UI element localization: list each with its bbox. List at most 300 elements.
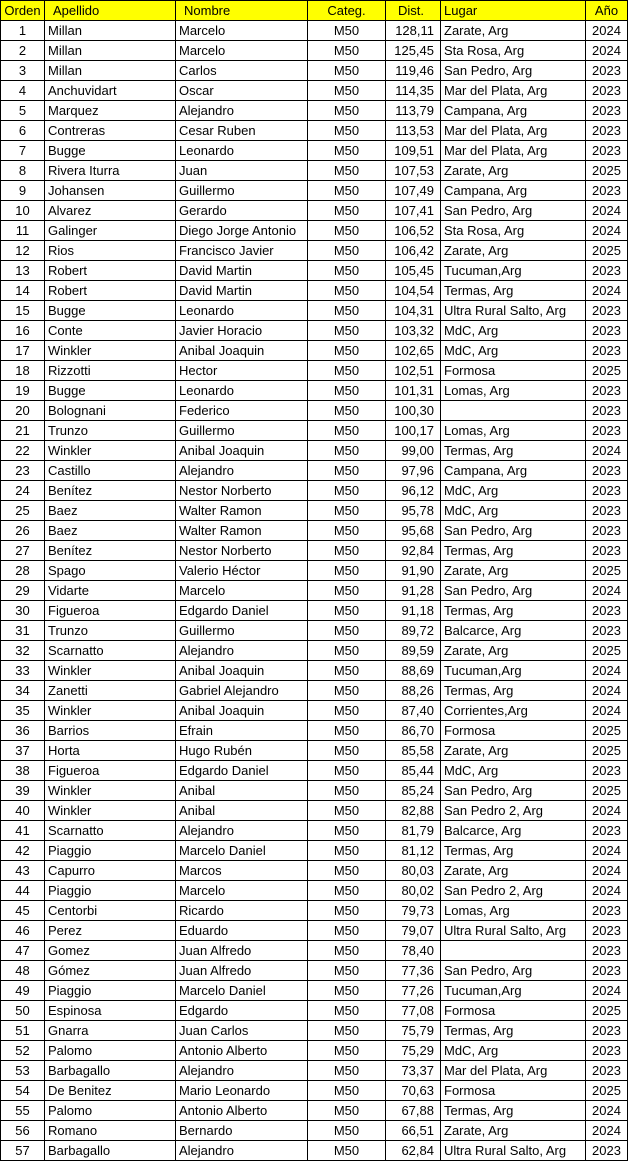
cell-categ: M50 bbox=[308, 681, 386, 701]
table-row bbox=[1, 661, 628, 681]
cell-apellido: Baez bbox=[45, 501, 176, 521]
cell-lugar: Zarate, Arg bbox=[441, 21, 586, 41]
cell-orden: 26 bbox=[1, 521, 45, 541]
cell-orden: 10 bbox=[1, 201, 45, 221]
cell-anio: 2023 bbox=[586, 101, 628, 121]
table-body bbox=[1, 21, 628, 1161]
header-lugar: Lugar bbox=[441, 1, 586, 21]
cell-orden: 5 bbox=[1, 101, 45, 121]
cell-anio: 2023 bbox=[586, 141, 628, 161]
cell-orden: 39 bbox=[1, 781, 45, 801]
cell-orden: 37 bbox=[1, 741, 45, 761]
cell-apellido: Spago bbox=[45, 561, 176, 581]
cell-apellido: Bugge bbox=[45, 141, 176, 161]
cell-categ: M50 bbox=[308, 1061, 386, 1081]
cell-orden: 49 bbox=[1, 981, 45, 1001]
cell-orden: 35 bbox=[1, 701, 45, 721]
cell-nombre: Alejandro bbox=[176, 641, 308, 661]
cell-dist: 67,88 bbox=[386, 1101, 441, 1121]
cell-orden: 28 bbox=[1, 561, 45, 581]
table-row bbox=[1, 101, 628, 121]
table-row bbox=[1, 141, 628, 161]
cell-apellido: Trunzo bbox=[45, 421, 176, 441]
cell-apellido: Piaggio bbox=[45, 981, 176, 1001]
cell-dist: 85,58 bbox=[386, 741, 441, 761]
cell-nombre: Marcelo bbox=[176, 41, 308, 61]
cell-lugar: Ultra Rural Salto, Arg bbox=[441, 921, 586, 941]
cell-dist: 92,84 bbox=[386, 541, 441, 561]
cell-lugar: Termas, Arg bbox=[441, 681, 586, 701]
cell-categ: M50 bbox=[308, 421, 386, 441]
cell-apellido: Figueroa bbox=[45, 601, 176, 621]
cell-orden: 45 bbox=[1, 901, 45, 921]
cell-nombre: Alejandro bbox=[176, 1061, 308, 1081]
cell-lugar: Termas, Arg bbox=[441, 1021, 586, 1041]
cell-nombre: Eduardo bbox=[176, 921, 308, 941]
cell-orden: 16 bbox=[1, 321, 45, 341]
cell-categ: M50 bbox=[308, 241, 386, 261]
table-row bbox=[1, 1121, 628, 1141]
cell-categ: M50 bbox=[308, 521, 386, 541]
cell-dist: 88,69 bbox=[386, 661, 441, 681]
cell-categ: M50 bbox=[308, 881, 386, 901]
cell-categ: M50 bbox=[308, 941, 386, 961]
table-row bbox=[1, 341, 628, 361]
cell-apellido: Millan bbox=[45, 21, 176, 41]
cell-apellido: Alvarez bbox=[45, 201, 176, 221]
table-row bbox=[1, 321, 628, 341]
cell-nombre: Nestor Norberto bbox=[176, 481, 308, 501]
cell-lugar bbox=[441, 941, 586, 961]
cell-nombre: Marcelo Daniel bbox=[176, 981, 308, 1001]
cell-dist: 80,03 bbox=[386, 861, 441, 881]
cell-categ: M50 bbox=[308, 981, 386, 1001]
cell-anio: 2023 bbox=[586, 301, 628, 321]
cell-orden: 27 bbox=[1, 541, 45, 561]
table-row bbox=[1, 121, 628, 141]
cell-apellido: Winkler bbox=[45, 801, 176, 821]
table-row bbox=[1, 1001, 628, 1021]
cell-anio: 2023 bbox=[586, 421, 628, 441]
table-row bbox=[1, 1061, 628, 1081]
cell-apellido: Bugge bbox=[45, 381, 176, 401]
cell-nombre: Walter Ramon bbox=[176, 521, 308, 541]
cell-categ: M50 bbox=[308, 321, 386, 341]
table-header bbox=[1, 1, 628, 21]
cell-anio: 2024 bbox=[586, 441, 628, 461]
cell-orden: 34 bbox=[1, 681, 45, 701]
cell-lugar: Termas, Arg bbox=[441, 1101, 586, 1121]
cell-dist: 79,07 bbox=[386, 921, 441, 941]
cell-nombre: Gabriel Alejandro bbox=[176, 681, 308, 701]
table-row bbox=[1, 501, 628, 521]
cell-orden: 13 bbox=[1, 261, 45, 281]
cell-apellido: Rivera Iturra bbox=[45, 161, 176, 181]
cell-anio: 2023 bbox=[586, 501, 628, 521]
cell-categ: M50 bbox=[308, 181, 386, 201]
cell-apellido: Zanetti bbox=[45, 681, 176, 701]
cell-categ: M50 bbox=[308, 841, 386, 861]
cell-apellido: Winkler bbox=[45, 441, 176, 461]
cell-lugar: San Pedro, Arg bbox=[441, 61, 586, 81]
cell-categ: M50 bbox=[308, 161, 386, 181]
cell-dist: 75,29 bbox=[386, 1041, 441, 1061]
header-categ: Categ. bbox=[308, 1, 386, 21]
cell-anio: 2025 bbox=[586, 361, 628, 381]
cell-nombre: Guillermo bbox=[176, 621, 308, 641]
cell-nombre: Nestor Norberto bbox=[176, 541, 308, 561]
cell-apellido: Rizzotti bbox=[45, 361, 176, 381]
cell-dist: 85,24 bbox=[386, 781, 441, 801]
table-row bbox=[1, 601, 628, 621]
cell-nombre: Bernardo bbox=[176, 1121, 308, 1141]
cell-orden: 14 bbox=[1, 281, 45, 301]
cell-lugar: Zarate, Arg bbox=[441, 241, 586, 261]
cell-dist: 96,12 bbox=[386, 481, 441, 501]
cell-categ: M50 bbox=[308, 581, 386, 601]
header-anio: Año bbox=[586, 1, 628, 21]
cell-dist: 85,44 bbox=[386, 761, 441, 781]
cell-anio: 2024 bbox=[586, 201, 628, 221]
table-row bbox=[1, 421, 628, 441]
table-row bbox=[1, 1081, 628, 1101]
cell-lugar: San Pedro, Arg bbox=[441, 201, 586, 221]
cell-orden: 21 bbox=[1, 421, 45, 441]
cell-orden: 4 bbox=[1, 81, 45, 101]
cell-orden: 57 bbox=[1, 1141, 45, 1161]
cell-anio: 2025 bbox=[586, 721, 628, 741]
cell-orden: 31 bbox=[1, 621, 45, 641]
cell-anio: 2023 bbox=[586, 821, 628, 841]
cell-anio: 2025 bbox=[586, 741, 628, 761]
cell-nombre: Ricardo bbox=[176, 901, 308, 921]
cell-dist: 100,17 bbox=[386, 421, 441, 441]
cell-anio: 2023 bbox=[586, 181, 628, 201]
cell-anio: 2023 bbox=[586, 461, 628, 481]
cell-apellido: Palomo bbox=[45, 1041, 176, 1061]
cell-nombre: Mario Leonardo bbox=[176, 1081, 308, 1101]
cell-nombre: Alejandro bbox=[176, 1141, 308, 1161]
cell-dist: 80,02 bbox=[386, 881, 441, 901]
table-row bbox=[1, 261, 628, 281]
cell-lugar: Termas, Arg bbox=[441, 601, 586, 621]
table-row bbox=[1, 481, 628, 501]
cell-anio: 2024 bbox=[586, 881, 628, 901]
table-row bbox=[1, 541, 628, 561]
cell-lugar: San Pedro, Arg bbox=[441, 781, 586, 801]
cell-anio: 2023 bbox=[586, 481, 628, 501]
cell-nombre: Juan Alfredo bbox=[176, 941, 308, 961]
cell-orden: 55 bbox=[1, 1101, 45, 1121]
table-row bbox=[1, 581, 628, 601]
table-row bbox=[1, 901, 628, 921]
cell-orden: 56 bbox=[1, 1121, 45, 1141]
cell-apellido: Espinosa bbox=[45, 1001, 176, 1021]
cell-dist: 101,31 bbox=[386, 381, 441, 401]
cell-orden: 6 bbox=[1, 121, 45, 141]
table-row bbox=[1, 281, 628, 301]
cell-nombre: Cesar Ruben bbox=[176, 121, 308, 141]
cell-nombre: Juan Carlos bbox=[176, 1021, 308, 1041]
cell-categ: M50 bbox=[308, 621, 386, 641]
table-row bbox=[1, 401, 628, 421]
cell-anio: 2025 bbox=[586, 561, 628, 581]
cell-orden: 50 bbox=[1, 1001, 45, 1021]
cell-apellido: Contreras bbox=[45, 121, 176, 141]
cell-dist: 107,41 bbox=[386, 201, 441, 221]
cell-apellido: Figueroa bbox=[45, 761, 176, 781]
cell-apellido: Trunzo bbox=[45, 621, 176, 641]
table-row bbox=[1, 761, 628, 781]
cell-categ: M50 bbox=[308, 1001, 386, 1021]
cell-orden: 1 bbox=[1, 21, 45, 41]
cell-anio: 2024 bbox=[586, 701, 628, 721]
cell-anio: 2023 bbox=[586, 401, 628, 421]
cell-anio: 2023 bbox=[586, 341, 628, 361]
cell-apellido: Barrios bbox=[45, 721, 176, 741]
cell-categ: M50 bbox=[308, 541, 386, 561]
table-row bbox=[1, 1041, 628, 1061]
header-dist: Dist. bbox=[386, 1, 441, 21]
cell-dist: 73,37 bbox=[386, 1061, 441, 1081]
cell-apellido: Bugge bbox=[45, 301, 176, 321]
cell-nombre: Hector bbox=[176, 361, 308, 381]
cell-apellido: Centorbi bbox=[45, 901, 176, 921]
cell-apellido: Millan bbox=[45, 61, 176, 81]
cell-anio: 2023 bbox=[586, 621, 628, 641]
cell-orden: 8 bbox=[1, 161, 45, 181]
cell-nombre: Alejandro bbox=[176, 461, 308, 481]
table-row bbox=[1, 921, 628, 941]
cell-apellido: Romano bbox=[45, 1121, 176, 1141]
cell-lugar: Sta Rosa, Arg bbox=[441, 221, 586, 241]
cell-lugar: MdC, Arg bbox=[441, 341, 586, 361]
table-row bbox=[1, 1101, 628, 1121]
cell-dist: 106,52 bbox=[386, 221, 441, 241]
table-row bbox=[1, 801, 628, 821]
cell-lugar: Formosa bbox=[441, 1001, 586, 1021]
cell-apellido: Perez bbox=[45, 921, 176, 941]
cell-anio: 2023 bbox=[586, 1041, 628, 1061]
cell-categ: M50 bbox=[308, 961, 386, 981]
cell-lugar: San Pedro, Arg bbox=[441, 521, 586, 541]
cell-anio: 2024 bbox=[586, 281, 628, 301]
header-row bbox=[1, 1, 628, 21]
cell-dist: 89,59 bbox=[386, 641, 441, 661]
cell-categ: M50 bbox=[308, 1081, 386, 1101]
cell-categ: M50 bbox=[308, 801, 386, 821]
header-orden: Orden bbox=[1, 1, 45, 21]
cell-dist: 89,72 bbox=[386, 621, 441, 641]
cell-dist: 100,30 bbox=[386, 401, 441, 421]
cell-lugar: MdC, Arg bbox=[441, 1041, 586, 1061]
cell-apellido: Winkler bbox=[45, 701, 176, 721]
cell-dist: 79,73 bbox=[386, 901, 441, 921]
cell-nombre: Alejandro bbox=[176, 821, 308, 841]
cell-categ: M50 bbox=[308, 441, 386, 461]
cell-categ: M50 bbox=[308, 61, 386, 81]
table-row bbox=[1, 721, 628, 741]
cell-lugar: MdC, Arg bbox=[441, 501, 586, 521]
cell-categ: M50 bbox=[308, 381, 386, 401]
cell-orden: 9 bbox=[1, 181, 45, 201]
cell-lugar: Termas, Arg bbox=[441, 541, 586, 561]
cell-lugar: Tucuman,Arg bbox=[441, 661, 586, 681]
cell-apellido: Scarnatto bbox=[45, 641, 176, 661]
cell-apellido: Barbagallo bbox=[45, 1061, 176, 1081]
cell-lugar: Zarate, Arg bbox=[441, 1121, 586, 1141]
cell-nombre: Marcelo bbox=[176, 881, 308, 901]
cell-lugar: Formosa bbox=[441, 721, 586, 741]
cell-dist: 77,08 bbox=[386, 1001, 441, 1021]
cell-orden: 3 bbox=[1, 61, 45, 81]
cell-anio: 2023 bbox=[586, 941, 628, 961]
cell-categ: M50 bbox=[308, 921, 386, 941]
cell-nombre: David Martin bbox=[176, 281, 308, 301]
cell-orden: 36 bbox=[1, 721, 45, 741]
cell-nombre: Valerio Héctor bbox=[176, 561, 308, 581]
cell-anio: 2024 bbox=[586, 681, 628, 701]
cell-apellido: Galinger bbox=[45, 221, 176, 241]
cell-apellido: Anchuvidart bbox=[45, 81, 176, 101]
cell-anio: 2023 bbox=[586, 521, 628, 541]
cell-orden: 20 bbox=[1, 401, 45, 421]
cell-orden: 41 bbox=[1, 821, 45, 841]
cell-anio: 2023 bbox=[586, 321, 628, 341]
cell-anio: 2024 bbox=[586, 801, 628, 821]
cell-orden: 32 bbox=[1, 641, 45, 661]
cell-anio: 2025 bbox=[586, 641, 628, 661]
header-apellido: Apellido bbox=[45, 1, 176, 21]
cell-nombre: Anibal bbox=[176, 801, 308, 821]
cell-dist: 88,26 bbox=[386, 681, 441, 701]
header-nombre: Nombre bbox=[176, 1, 308, 21]
cell-anio: 2024 bbox=[586, 21, 628, 41]
table-row bbox=[1, 701, 628, 721]
cell-dist: 105,45 bbox=[386, 261, 441, 281]
cell-lugar: Mar del Plata, Arg bbox=[441, 1061, 586, 1081]
table-row bbox=[1, 61, 628, 81]
cell-dist: 119,46 bbox=[386, 61, 441, 81]
cell-nombre: Guillermo bbox=[176, 421, 308, 441]
cell-lugar: Balcarce, Arg bbox=[441, 821, 586, 841]
cell-categ: M50 bbox=[308, 661, 386, 681]
cell-orden: 52 bbox=[1, 1041, 45, 1061]
cell-categ: M50 bbox=[308, 1121, 386, 1141]
cell-anio: 2024 bbox=[586, 1121, 628, 1141]
cell-anio: 2023 bbox=[586, 961, 628, 981]
cell-apellido: Marquez bbox=[45, 101, 176, 121]
cell-nombre: Gerardo bbox=[176, 201, 308, 221]
cell-dist: 106,42 bbox=[386, 241, 441, 261]
cell-lugar: Zarate, Arg bbox=[441, 861, 586, 881]
cell-orden: 11 bbox=[1, 221, 45, 241]
table-row bbox=[1, 361, 628, 381]
cell-orden: 17 bbox=[1, 341, 45, 361]
cell-lugar: Corrientes,Arg bbox=[441, 701, 586, 721]
cell-dist: 82,88 bbox=[386, 801, 441, 821]
cell-apellido: Benítez bbox=[45, 481, 176, 501]
cell-lugar: MdC, Arg bbox=[441, 321, 586, 341]
cell-orden: 40 bbox=[1, 801, 45, 821]
table-row bbox=[1, 181, 628, 201]
cell-nombre: Anibal Joaquin bbox=[176, 341, 308, 361]
cell-categ: M50 bbox=[308, 201, 386, 221]
cell-nombre: Juan bbox=[176, 161, 308, 181]
cell-anio: 2024 bbox=[586, 1101, 628, 1121]
cell-apellido: Winkler bbox=[45, 781, 176, 801]
cell-orden: 22 bbox=[1, 441, 45, 461]
cell-apellido: Benítez bbox=[45, 541, 176, 561]
cell-orden: 2 bbox=[1, 41, 45, 61]
cell-apellido: Robert bbox=[45, 261, 176, 281]
cell-anio: 2024 bbox=[586, 41, 628, 61]
cell-dist: 107,49 bbox=[386, 181, 441, 201]
cell-lugar: Termas, Arg bbox=[441, 441, 586, 461]
cell-dist: 113,53 bbox=[386, 121, 441, 141]
table-row bbox=[1, 641, 628, 661]
cell-dist: 86,70 bbox=[386, 721, 441, 741]
cell-anio: 2024 bbox=[586, 861, 628, 881]
table-row bbox=[1, 681, 628, 701]
cell-apellido: Conte bbox=[45, 321, 176, 341]
cell-categ: M50 bbox=[308, 341, 386, 361]
cell-nombre: Walter Ramon bbox=[176, 501, 308, 521]
cell-lugar: Mar del Plata, Arg bbox=[441, 121, 586, 141]
cell-categ: M50 bbox=[308, 1021, 386, 1041]
cell-lugar: Lomas, Arg bbox=[441, 901, 586, 921]
cell-anio: 2023 bbox=[586, 601, 628, 621]
cell-categ: M50 bbox=[308, 1141, 386, 1161]
cell-apellido: Gómez bbox=[45, 961, 176, 981]
cell-lugar: Zarate, Arg bbox=[441, 641, 586, 661]
cell-apellido: Millan bbox=[45, 41, 176, 61]
cell-lugar: San Pedro 2, Arg bbox=[441, 801, 586, 821]
cell-nombre: Alejandro bbox=[176, 101, 308, 121]
cell-nombre: Hugo Rubén bbox=[176, 741, 308, 761]
cell-lugar: Mar del Plata, Arg bbox=[441, 81, 586, 101]
cell-dist: 103,32 bbox=[386, 321, 441, 341]
table-row bbox=[1, 961, 628, 981]
table-row bbox=[1, 461, 628, 481]
cell-anio: 2023 bbox=[586, 81, 628, 101]
cell-dist: 81,79 bbox=[386, 821, 441, 841]
cell-anio: 2025 bbox=[586, 1081, 628, 1101]
cell-categ: M50 bbox=[308, 1101, 386, 1121]
cell-nombre: Edgardo Daniel bbox=[176, 601, 308, 621]
cell-anio: 2025 bbox=[586, 161, 628, 181]
cell-categ: M50 bbox=[308, 41, 386, 61]
cell-categ: M50 bbox=[308, 861, 386, 881]
cell-nombre: Antonio Alberto bbox=[176, 1041, 308, 1061]
cell-dist: 99,00 bbox=[386, 441, 441, 461]
cell-nombre: David Martin bbox=[176, 261, 308, 281]
cell-lugar: Termas, Arg bbox=[441, 281, 586, 301]
cell-lugar: Zarate, Arg bbox=[441, 161, 586, 181]
cell-nombre: Diego Jorge Antonio bbox=[176, 221, 308, 241]
cell-orden: 51 bbox=[1, 1021, 45, 1041]
cell-nombre: Leonardo bbox=[176, 301, 308, 321]
cell-dist: 104,31 bbox=[386, 301, 441, 321]
cell-categ: M50 bbox=[308, 301, 386, 321]
cell-dist: 125,45 bbox=[386, 41, 441, 61]
cell-anio: 2025 bbox=[586, 1001, 628, 1021]
cell-anio: 2024 bbox=[586, 661, 628, 681]
cell-apellido: Piaggio bbox=[45, 881, 176, 901]
cell-orden: 47 bbox=[1, 941, 45, 961]
cell-apellido: Scarnatto bbox=[45, 821, 176, 841]
cell-lugar: Tucuman,Arg bbox=[441, 981, 586, 1001]
